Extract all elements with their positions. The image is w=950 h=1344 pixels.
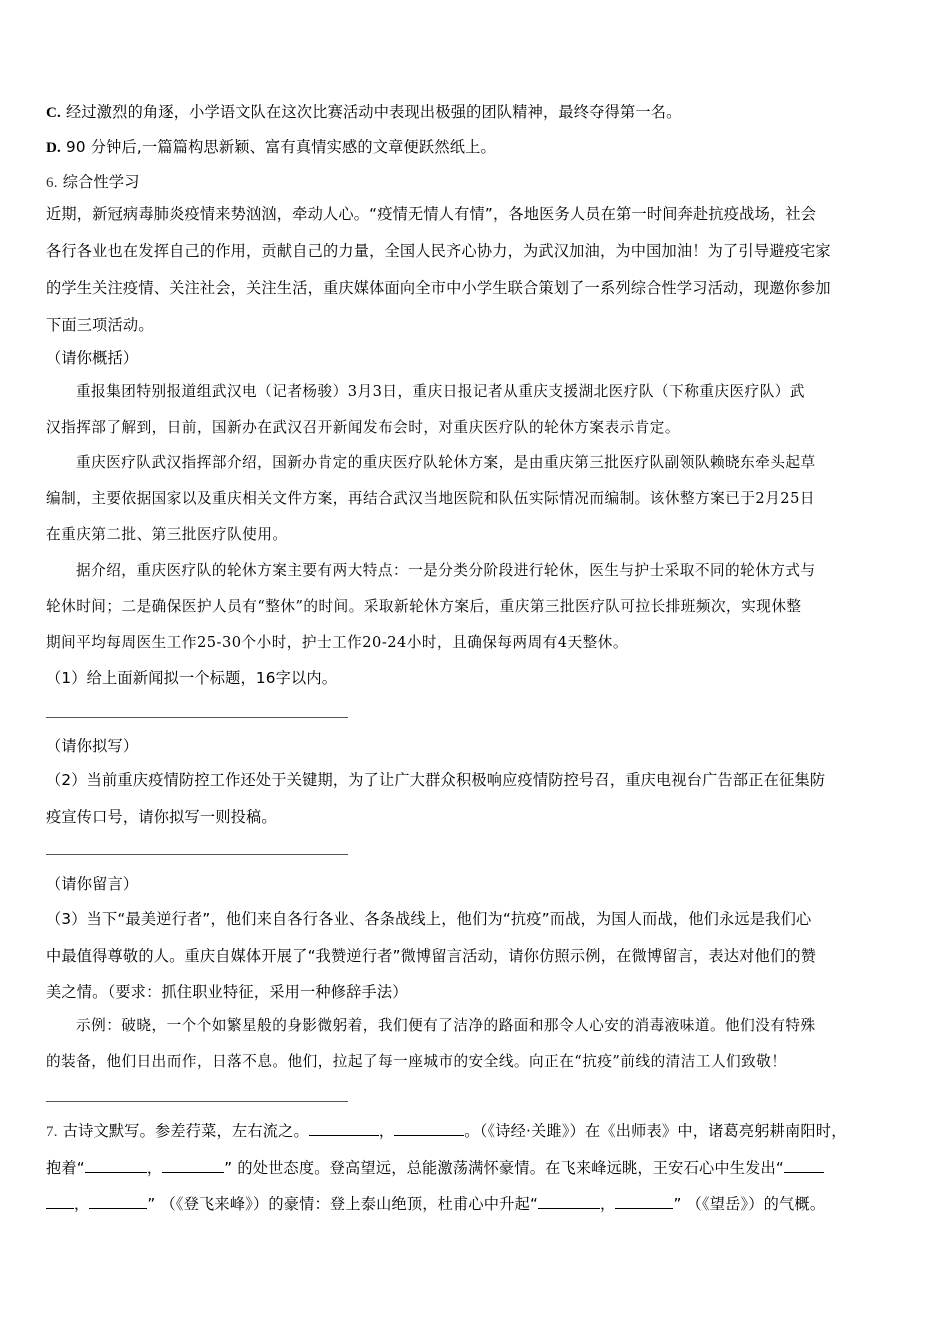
question-number: 6. [46, 175, 58, 191]
question-6-title [46, 172, 140, 193]
question-2-line: （2）当前重庆疫情防控工作还处于关键期，为了让广大群众积极响应疫情防控号召，重庆电视台广告部正在征集防 [46, 771, 826, 789]
fill-blank[interactable] [309, 1121, 379, 1136]
news-line: 期间平均每周医生工作25-30个小时，护士工作20-24小时，且确保每两周有4天整休。 [46, 634, 628, 651]
news-line: 编制，主要依据国家以及重庆相关文件方案，再结合武汉当地医院和队伍实际情况而编制。该休整方案已于2月25日 [46, 490, 815, 507]
question-title: 综合性学习 [62, 173, 140, 191]
q7-text: ” （《登飞来峰》）的豪情：登上泰山绝顶，杜甫心中升起“ [147, 1195, 539, 1213]
question-3-line: 美之情。（要求：抓住职业特征，采用一种修辞手法） [46, 983, 408, 1001]
fill-blank[interactable] [162, 1158, 224, 1173]
news-line: 在重庆第二批、第三批医疗队使用。 [46, 526, 288, 543]
question-number: 7. [46, 1124, 58, 1140]
question-3-line: 中最值得尊敬的人。重庆自媒体开展了“我赞逆行者”微博留言活动，请你仿照示例，在微博留言，表达对他们的赞 [46, 947, 817, 965]
question-7-line-2 [46, 1158, 824, 1178]
option-text: 经过激烈的角逐，小学语文队在这次比赛活动中表现出极强的团队精神，最终夺得第一名。 [66, 103, 682, 121]
fill-blank[interactable] [615, 1194, 673, 1209]
news-line: 汉指挥部了解到，日前，国新办在武汉召开新闻发布会时，对重庆医疗队的轮休方案表示肯定。 [46, 419, 680, 436]
fill-blank[interactable] [784, 1158, 824, 1173]
intro-line: 各行各业也在发挥自己的作用，贡献自己的力量，全国人民齐心协力，为武汉加油，为中国加油！为了引导避疫宅家 [46, 242, 831, 260]
q7-text: ” （《望岳》）的气概。 [673, 1195, 826, 1213]
fill-blank[interactable] [394, 1121, 464, 1136]
news-line: 据介绍，重庆医疗队的轮休方案主要有两大特点：一是分类分阶段进行轮休，医生与护士采取不同的轮休方式与 [76, 562, 816, 579]
example-line: 的装备，他们日出而作，日落不息。他们，拉起了每一座城市的安全线。向正在“抗疫”前线的清洁工人们致敬！ [46, 1053, 787, 1070]
q7-text: ” 的处世态度。登高望远，总能激荡满怀豪情。在飞来峰远眺，王安石心中生发出“ [224, 1159, 784, 1177]
answer-line-1[interactable] [46, 717, 348, 718]
fill-blank[interactable] [538, 1194, 600, 1209]
q7-text: ， [146, 1159, 163, 1177]
news-line: 轮休时间；二是确保医护人员有“整休”的时间。采取新轮休方案后，重庆第三批医疗队可拉长排班频次，实现休整 [46, 598, 802, 615]
section-heading-summarize: （请你概括） [46, 349, 139, 367]
option-text: 90 分钟后,一篇篇构思新颖、富有真情实感的文章便跃然纸上。 [66, 138, 496, 156]
option-d [46, 137, 496, 158]
section-heading-draft: （请你拟写） [46, 737, 139, 755]
option-label: D. [46, 140, 61, 156]
q7-text: 抱着“ [46, 1159, 85, 1177]
news-line: 重报集团特别报道组武汉电（记者杨骏）3月3日，重庆日报记者从重庆支援湖北医疗队（下称重庆医疗队）武 [76, 383, 805, 400]
q7-text: ， [74, 1195, 90, 1213]
question-3-line: （3）当下“最美逆行者”，他们来自各行各业、各条战线上，他们为“抗疫”而战，为国人而战，他们永远是我们心 [46, 910, 812, 928]
answer-line-3[interactable] [46, 1101, 348, 1102]
news-line: 重庆医疗队武汉指挥部介绍，国新办肯定的重庆医疗队轮休方案，是由重庆第三批医疗队副领队赖晓东牵头起草 [76, 454, 816, 471]
fill-blank[interactable] [85, 1158, 147, 1173]
q7-text: ， [378, 1122, 395, 1140]
question-1: （1）给上面新闻拟一个标题，16字以内。 [46, 669, 338, 687]
intro-line: 的学生关注疫情、关注社会，关注生活，重庆媒体面向全市中小学生联合策划了一系列综合性学习活动，现邀你参加 [46, 279, 831, 297]
option-c [46, 102, 682, 123]
section-heading-comment: （请你留言） [46, 875, 139, 893]
fill-blank[interactable] [89, 1194, 147, 1209]
question-7-line-3 [46, 1194, 825, 1214]
question-7-line-1 [46, 1121, 847, 1142]
question-2-line: 疫宣传口号，请你拟写一则投稿。 [46, 808, 277, 826]
q7-text: 古诗文默写。参差荇菜，左右流之。 [62, 1122, 309, 1140]
intro-line: 近期，新冠病毒肺炎疫情来势汹汹，牵动人心。“疫情无情人有情”，各地医务人员在第一时间奔赴抗疫战场，社会 [46, 205, 817, 223]
intro-line: 下面三项活动。 [46, 316, 154, 334]
example-line: 示例：破晓，一个个如繁星般的身影微躬着，我们便有了洁净的路面和那令人心安的消毒液味道。他们没有特殊 [76, 1017, 816, 1034]
q7-text: ， [600, 1195, 616, 1213]
answer-line-2[interactable] [46, 854, 348, 855]
q7-text: 。（《诗经·关雎》）在《出师表》中，诸葛亮躬耕南阳时， [464, 1122, 847, 1140]
option-label: C. [46, 105, 61, 121]
fill-blank[interactable] [46, 1194, 74, 1209]
